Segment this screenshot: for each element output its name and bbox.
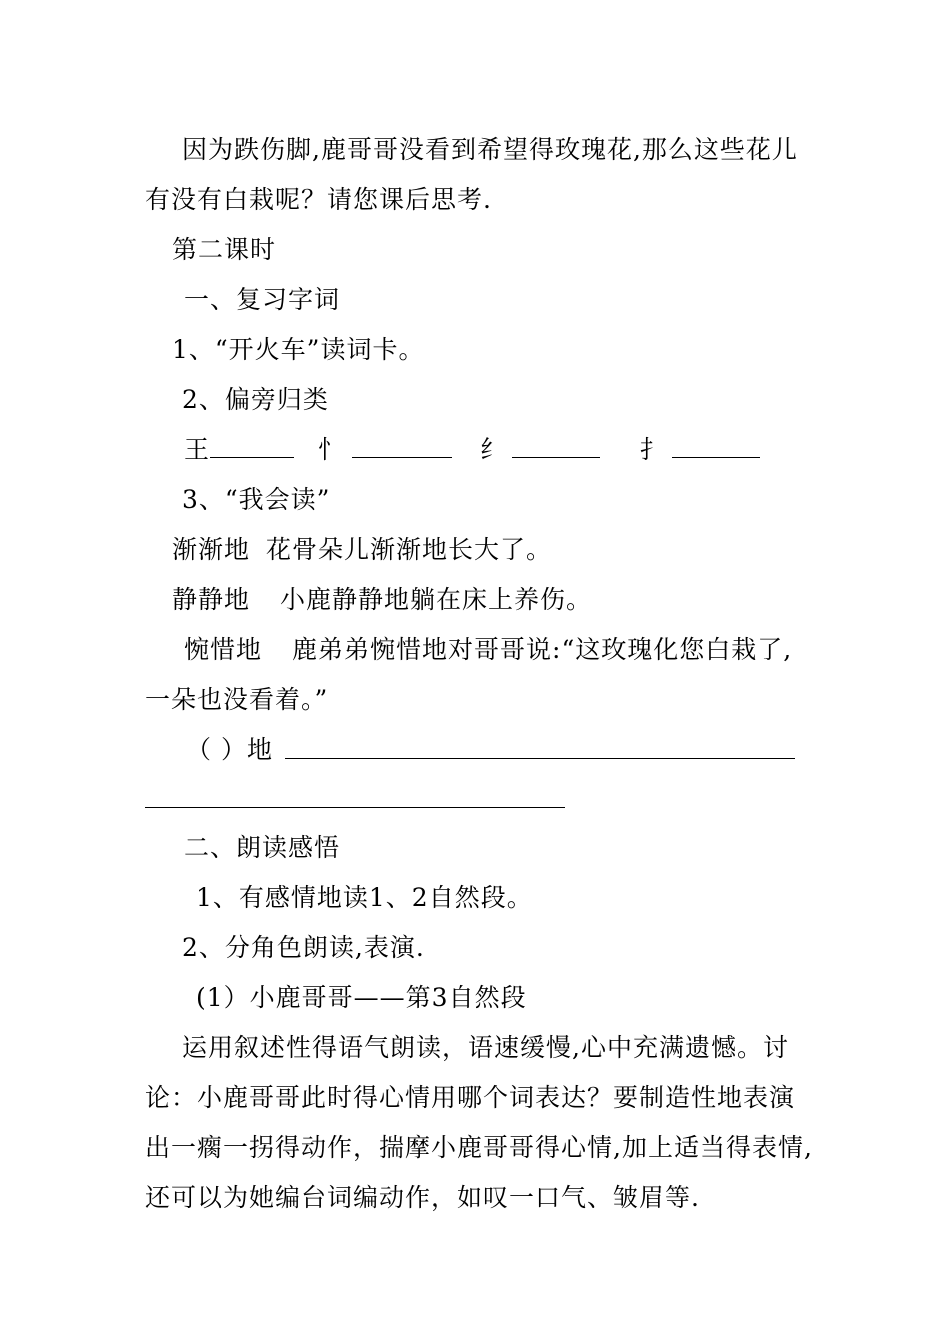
reading-row-1	[172, 534, 552, 566]
section-1-item-1: 1、“开火车”读词卡。	[172, 335, 425, 364]
radical-si: 纟	[479, 435, 506, 464]
radical-row	[184, 434, 760, 466]
intro-paragraph-line-2: 有没有白栽呢？请您课后思考.	[145, 185, 492, 214]
radical-wang: 王	[184, 435, 211, 464]
section-1-item-2: 2、偏旁归类	[182, 385, 329, 414]
reading-row-2	[172, 584, 592, 616]
fill-in-blank-line-1	[285, 758, 795, 759]
lesson-title: 第二课时	[172, 235, 277, 264]
reading-sentence: 花骨朵儿渐渐地长大了。	[266, 535, 553, 564]
section-2-item-2: 2、分角色朗读,表演.	[182, 933, 425, 962]
section-1-heading: 一、复习字词	[184, 285, 341, 314]
radical-wang-blank	[210, 435, 294, 458]
reading-row-3-continuation: 一朵也没看着。”	[145, 685, 329, 714]
section-2-heading: 二、朗读感悟	[184, 833, 341, 862]
reading-term: 渐渐地	[172, 535, 251, 564]
radical-shou-blank	[672, 435, 760, 458]
fill-in-prompt: （ ）地	[186, 735, 273, 764]
section-2-paragraph-line-1: 运用叙述性得语气朗读，语速缓慢,心中充满遗憾。讨	[182, 1033, 789, 1062]
section-2-paragraph-line-3: 出一瘸一拐得动作，揣摩小鹿哥哥得心情,加上适当得表情,	[145, 1133, 813, 1162]
section-2-paragraph-line-4: 还可以为她编台词编动作，如叹一口气、皱眉等.	[145, 1183, 700, 1212]
radical-xin-blank	[352, 435, 452, 458]
intro-paragraph-line-1: 因为跌伤脚,鹿哥哥没看到希望得玫瑰花,那么这些花儿	[182, 135, 798, 164]
fill-in-blank-line-2	[145, 807, 565, 808]
section-2-paragraph-line-2: 论：小鹿哥哥此时得心情用哪个词表达？要制造性地表演	[145, 1083, 796, 1112]
reading-sentence: 小鹿静静地躺在床上养伤。	[280, 585, 593, 614]
reading-row-3	[184, 634, 792, 666]
radical-xin: 忄	[317, 435, 344, 464]
radical-shou: 扌	[639, 435, 666, 464]
radical-si-blank	[512, 435, 600, 458]
section-1-item-3: 3、“我会读”	[182, 485, 331, 514]
reading-term: 静静地	[172, 585, 251, 614]
reading-term: 惋惜地	[184, 635, 263, 664]
reading-sentence: 鹿弟弟惋惜地对哥哥说:“这玫瑰化您白栽了,	[292, 635, 793, 664]
section-2-subitem-1: (1）小鹿哥哥——第3自然段	[196, 983, 527, 1012]
section-2-item-1: 1、有感情地读1、2自然段。	[196, 883, 533, 912]
